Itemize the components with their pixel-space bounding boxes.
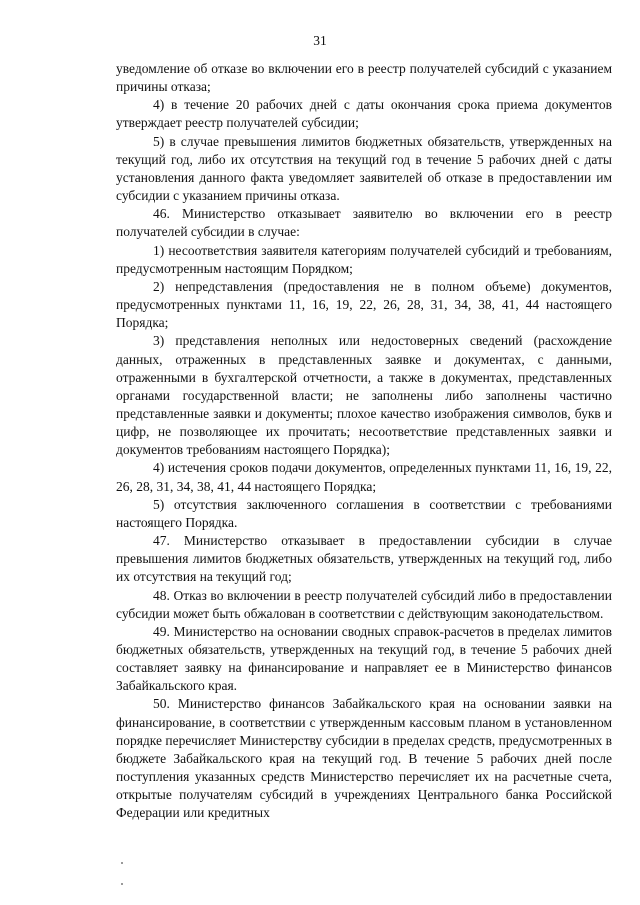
paragraph-46: 46. Министерство отказывает заявителю во включении его в реестр получателей субсидии в случае: — [116, 206, 612, 240]
document-body — [116, 60, 612, 823]
paragraph-46-item-3: 3) представления неполных или недостоверных сведений (расхождение данных, отраженных в представленных заявке и документах, с данными, отраженными в бухгалтерской отчетности, а также в документах, представленных органами государственной власти; не заполнены либо заполнены частично представленные заявки и документы; плохое качество изображения символов, букв и цифр, не позволяющее их прочитать; несоответствие представленных заявки и документов требованиям настоящего Порядка); — [116, 333, 612, 458]
paragraph-item-4: 4) в течение 20 рабочих дней с даты окончания срока приема документов утверждает реестр получателей субсидии; — [116, 97, 612, 131]
paragraph-46-item-1: 1) несоответствия заявителя категориям получателей субсидий и требованиям, предусмотренным настоящим Порядком; — [116, 242, 612, 276]
page-number: 31 — [313, 33, 327, 48]
paragraph-50: 50. Министерство финансов Забайкальского края на основании заявки на финансирование, в соответствии с утвержденным кассовым планом в установленном порядке перечисляет Министерству субсидии в пределах средств, предусмотренных в бюджете Забайкальского края на текущий год. В течение 5 рабочих дней после поступления указанных средств Министерство перечисляет их на расчетные счета, открытые получателям субсидий в учреждениях Центрального банка Российской Федерации или кредитных — [116, 696, 612, 821]
paragraph-48: 48. Отказ во включении в реестр получателей субсидий либо в предоставлении субсидии может быть обжалован в соответствии с действующим законодательством. — [116, 587, 612, 621]
paragraph-47: 47. Министерство отказывает в предоставлении субсидии в случае превышения лимитов бюджетных обязательств, утвержденных на текущий год, либо их отсутствия на текущий год; — [116, 533, 612, 585]
paragraph-49: 49. Министерство на основании сводных справок-расчетов в пределах лимитов бюджетных обязательств, утвержденных на текущий год, в течение 5 рабочих дней составляет заявку на финансирование и направляет ее в Министерство финансов Забайкальского края. — [116, 623, 612, 694]
scan-speck — [121, 862, 123, 864]
scan-speck — [121, 883, 123, 885]
paragraph-46-item-5: 5) отсутствия заключенного соглашения в соответствии с требованиями настоящего Порядка. — [116, 496, 612, 530]
paragraph-46-item-4: 4) истечения сроков подачи документов, определенных пунктами 11, 16, 19, 22, 26, 28, 31, 34, 38, 41, 44 настоящего Порядка; — [116, 460, 612, 494]
paragraph-continuation: уведомление об отказе во включении его в реестр получателей субсидий с указанием причины отказа; — [116, 61, 612, 95]
paragraph-item-5: 5) в случае превышения лимитов бюджетных обязательств, утвержденных на текущий год, либо их отсутствия на текущий год в течение 5 рабочих дней с даты установления данного факта уведомляет заявителей об отказе в предоставлении им субсидии с указанием причины отказа. — [116, 133, 612, 204]
paragraph-46-item-2: 2) непредставления (предоставления не в полном объеме) документов, предусмотренных пунктами 11, 16, 19, 22, 26, 28, 31, 34, 38, 41, 44 настоящего Порядка; — [116, 278, 612, 331]
